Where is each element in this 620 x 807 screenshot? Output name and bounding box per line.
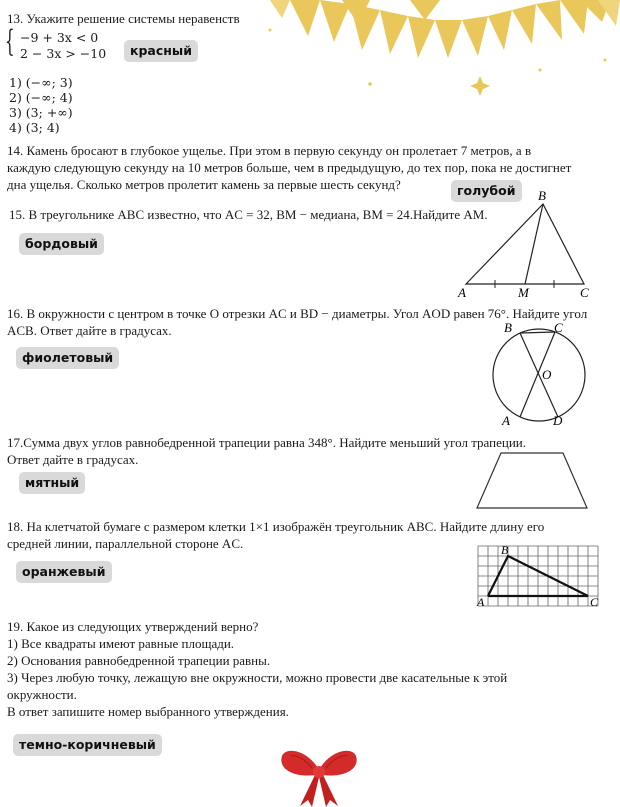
q13-option-1: 1) (−∞; 3) [9,75,73,90]
q19-question: 19. Какое из следующих утверждений верно? [7,619,259,634]
q13-option-3: 3) (3; +∞) [9,105,73,120]
q16-label-b: B [504,320,512,335]
q15-label-b: B [538,188,546,203]
q19-statement-3b: окружности. [7,687,77,702]
q17-line-2: Ответ дайте в градусах. [7,452,139,467]
q15-label-m: M [518,285,529,300]
q14-line-1: 14. Камень бросают в глубокое ущелье. При этом в первую секунду он пролетает 7 метров, а в [7,143,532,158]
q19-statement-3a: 3) Через любую точку, лежащую вне окружности, можно провести две касательные к этой [7,670,508,685]
bunting-decoration [250,0,620,110]
q13-option-4: 4) (3; 4) [9,120,60,135]
q13-title: 13. Укажите решение системы неравенств [7,11,240,26]
q13-answer-badge[interactable]: красный [124,40,198,62]
q18-answer-badge[interactable]: оранжевый [16,561,112,583]
q16-label-c: C [554,320,563,335]
q15-triangle-figure [452,188,602,300]
q14-line-2: каждую следующую секунду на 10 метров больше, чем в предыдущую, до тех пор, пока не достигнет [7,160,572,175]
q18-line-2: средней линии, параллельной стороне AC. [7,536,244,551]
q15-label-a: A [458,285,466,300]
q18-label-a: A [477,595,485,609]
q16-line-2: ACB. Ответ дайте в градусах. [7,323,172,338]
q17-answer-badge[interactable]: мятный [19,472,85,494]
q18-label-c: C [590,595,599,609]
q13-inequality-2: 2 − 3x > −10 [20,46,107,61]
q17-trapezoid-figure [474,450,594,512]
bow-icon [278,744,360,807]
q15-answer-badge[interactable]: бордовый [19,233,104,255]
q13-system-brace: { [5,24,15,59]
q18-line-1: 18. На клетчатой бумаге с размером клетки 1×1 изображён треугольник ABC. Найдите длину его [7,519,545,534]
q16-line-1: 16. В окружности с центром в точке O отрезки AC и BD − диаметры. Угол AOD равен 76°. Найдите угол [7,306,588,321]
q14-answer-badge[interactable]: голубой [451,180,522,202]
q18-label-b: B [501,543,509,557]
q17-line-1: 17.Сумма двух углов равнобедренной трапеции равна 348°. Найдите меньший угол трапеции. [7,435,527,450]
q16-answer-badge[interactable]: фиолетовый [16,347,119,369]
q19-answer-badge[interactable]: темно-коричневый [13,734,162,756]
q15-text: 15. В треугольнике ABC известно, что AC = 32, BM − медиана, BM = 24.Найдите AM. [9,207,488,222]
q16-label-d: D [553,413,563,428]
q16-label-a: A [502,413,510,428]
q19-statement-2: 2) Основания равнобедренной трапеции равны. [7,653,271,668]
q19-statement-1: 1) Все квадраты имеют равные площади. [7,636,235,651]
q19-note: В ответ запишите номер выбранного утверждения. [7,704,289,719]
q16-label-o: O [542,367,552,382]
q15-label-c: C [580,285,589,300]
q13-inequality-1: −9 + 3x < 0 [20,30,99,45]
q13-option-2: 2) (−∞; 4) [9,90,73,105]
q18-grid-figure [470,540,610,612]
q16-circle-figure [484,320,594,430]
q14-line-3: дна ущелья. Сколько метров пролетит камень за первые шесть секунд? [7,177,401,192]
